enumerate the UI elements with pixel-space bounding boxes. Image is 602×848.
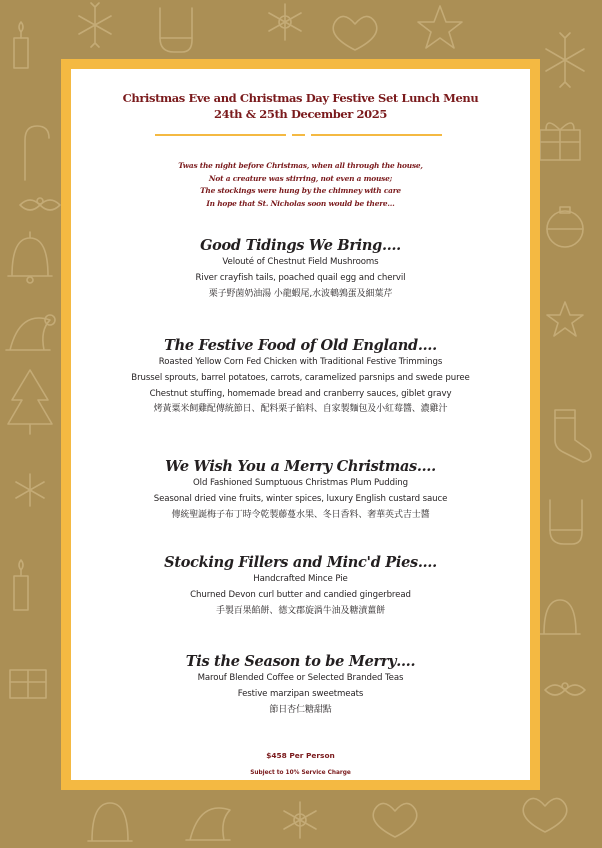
bell-icon [8,232,52,283]
santa-hat-icon [186,808,230,840]
dish-line-chinese: 手製百果餡餅、德文郡旋渦牛油及糖漬薑餅 [215,605,386,616]
poem-line: In hope that St. Nicholas soon would be there… [206,198,395,208]
poem-line: The stockings were hung by the chimney with care [200,186,401,196]
gift-icon [540,123,580,160]
dish-line-chinese: 烤黃粟米飼雞配傳統節日、配料栗子餡料、自家製麵包及小紅莓醬、濃雞汁 [153,404,448,415]
poem-line: Twas the night before Christmas, when all through the house, [178,161,423,170]
course-title: Tis the Season to be Merry…. [185,653,416,670]
mitten-icon [160,8,192,52]
dish-line: Brussel sprouts, barrel potatoes, carrots, caramelized parsnips and swede puree [131,372,470,383]
santa-hat-icon [6,315,55,350]
dish-line: Chestnut stuffing, homemade bread and cranberry sauces, giblet gravy [149,388,452,399]
dish-line: Marouf Blended Coffee or Selected Branded Teas [197,673,404,683]
dish-line: Roasted Yellow Corn Fed Chicken with Traditional Festive Trimmings [158,357,443,367]
dish-line: Festive marzipan sweetmeats [237,688,364,699]
dish-line: Old Fashioned Sumptuous Christmas Plum Pudding [193,478,408,488]
course-mince-pie [71,554,530,619]
menu-dates: 24th & 25th December 2025 [214,107,387,121]
gift-icon [10,670,46,698]
stocking-icon [555,410,591,462]
poem-line: Not a creature was stirring, not even a mouse; [208,173,393,183]
star-icon [418,6,462,48]
heart-icon [523,798,567,832]
heart-icon [333,16,377,50]
course-starter [71,237,530,302]
candle-icon [14,560,28,610]
dish-line: River crayfish tails, poached quail egg and chervil [195,272,406,283]
title-divider [71,134,530,137]
course-title: The Festive Food of Old England…. [164,337,437,354]
bell-icon [540,600,580,634]
holly-icon [20,198,60,210]
dish-line: Handcrafted Mince Pie [253,574,348,584]
candle-icon [14,22,28,68]
course-title: Good Tidings We Bring…. [200,237,401,254]
menu-header [71,90,530,122]
course-main [71,337,530,418]
dish-line-chinese: 節日杏仁糖甜點 [269,704,332,715]
candy-cane-icon [25,126,49,180]
mitten-icon [550,500,582,544]
bauble-icon [547,207,583,247]
dish-line-chinese: 傳統聖誕梅子布丁時令乾製藤蔓水果、冬日香料、奢華英式吉士醬 [171,509,430,520]
course-dessert [71,458,530,523]
dish-line: Churned Devon curl butter and candied gingerbread [190,589,411,600]
snowflake-icon [269,4,301,40]
bell-icon [88,803,132,841]
snowflake-icon [284,802,316,838]
dish-line: Seasonal dried vine fruits, winter spices, luxury English custard sauce [153,493,448,504]
christmas-tree-icon [8,370,52,434]
service-charge-note: Subject to 10% Service Charge [250,770,351,776]
star-icon [547,302,583,336]
dish-line-chinese: 栗子野菌奶油湯 小龍蝦尾,水波鵪鶉蛋及細葉芹 [208,288,393,299]
heart-icon [373,803,417,837]
menu-frame [61,59,540,790]
holly-icon [545,683,585,695]
poem [71,160,530,210]
dish-line: Velouté of Chestnut Field Mushrooms [222,257,379,267]
course-coffee [71,653,530,718]
price-per-person: $458 Per Person [266,751,335,760]
menu-title: Christmas Eve and Christmas Day Festive Set Lunch Menu [122,91,479,105]
snowflake-icon [79,3,111,47]
snowflake-icon [16,474,44,506]
course-title: We Wish You a Merry Christmas…. [165,458,436,475]
menu-card [71,69,530,780]
course-title: Stocking Fillers and Minc'd Pies…. [164,554,437,571]
snowflake-icon [546,33,584,87]
